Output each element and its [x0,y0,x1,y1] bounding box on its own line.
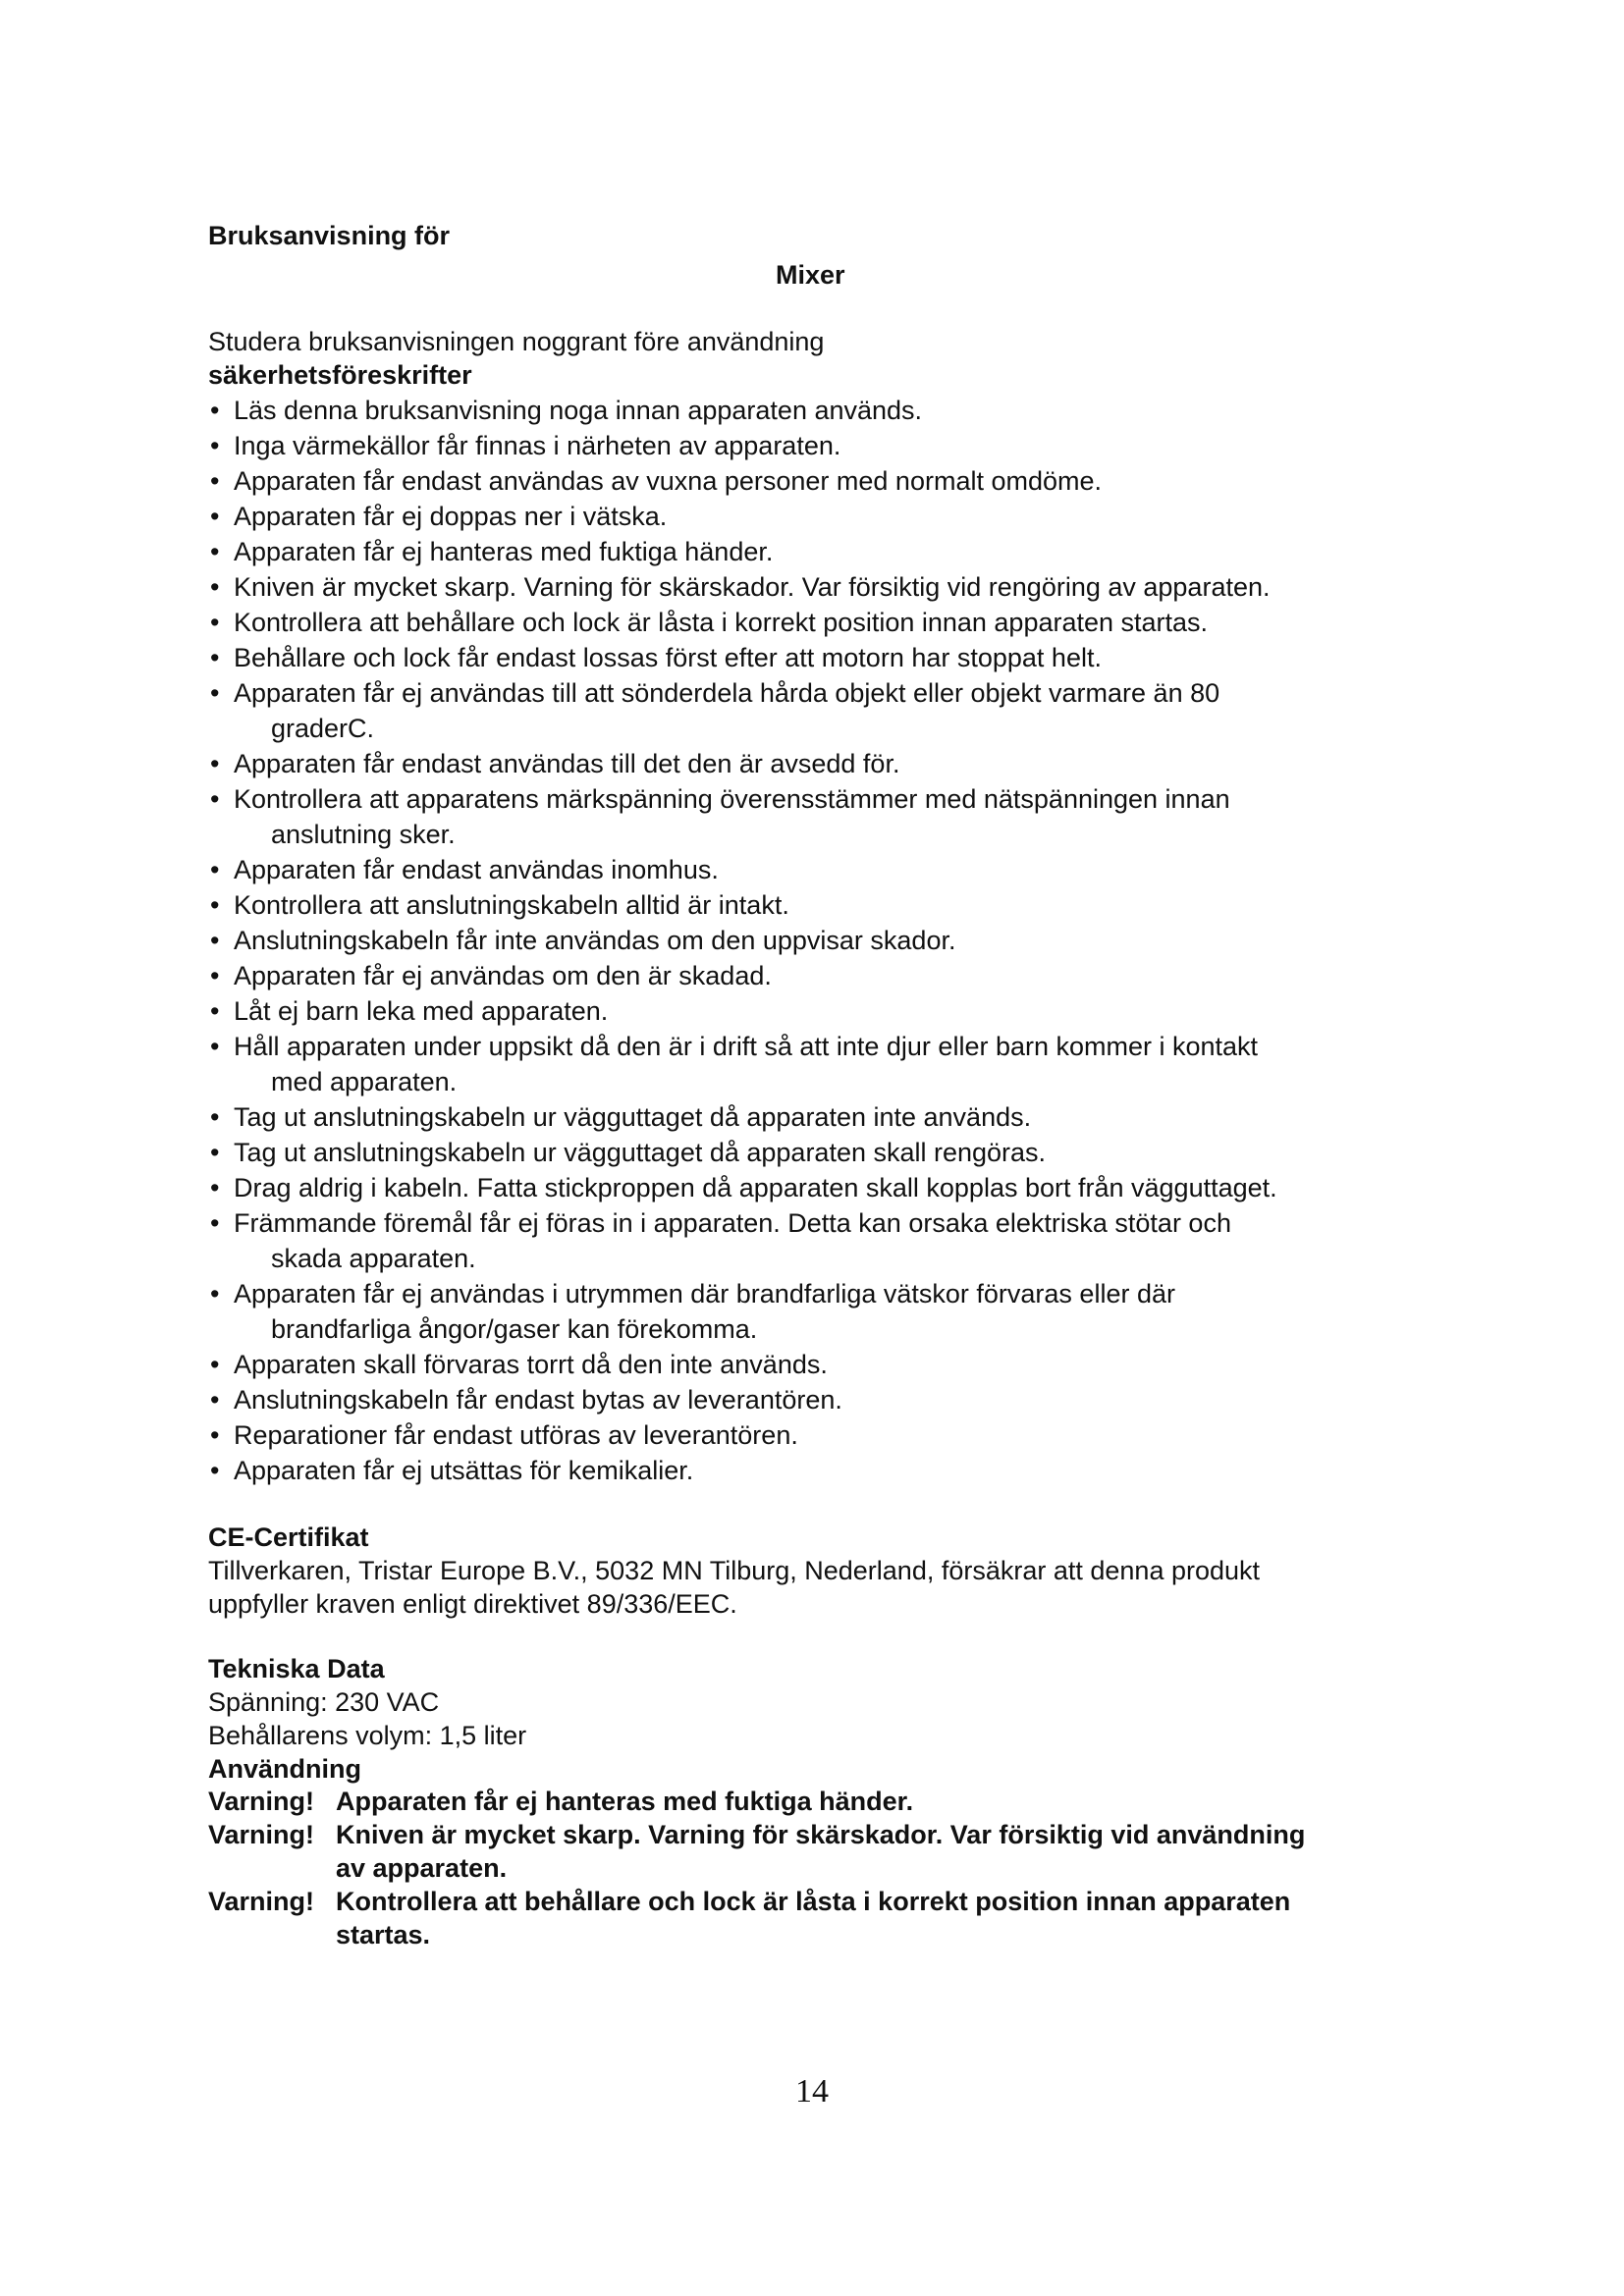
safety-item-continuation: med apparaten. [271,1067,458,1096]
safety-item-text: Främmande föremål får ej föras in i apparaten. Detta kan orsaka elektriska stötar och [234,1208,1231,1238]
warning-text: Kniven är mycket skarp. Varning för skärskador. Var försiktig vid användning [336,1820,1306,1849]
bullet-icon: • [210,431,220,460]
bullet-icon: • [210,784,220,814]
safety-item-text: Drag aldrig i kabeln. Fatta stickproppen då apparaten skall kopplas bort från vägguttaget. [234,1173,1277,1202]
bullet-icon: • [210,855,220,884]
safety-list-item [208,887,1485,923]
safety-list-item [208,1453,1485,1488]
safety-item-text: Tag ut anslutningskabeln ur vägguttaget då apparaten inte används. [234,1102,1032,1132]
safety-list-item [208,1205,1485,1276]
safety-list-item [208,781,1485,852]
safety-list-item [208,463,1485,499]
warning-text-continuation: av apparaten. [336,1853,508,1883]
warning-text: Apparaten får ej hanteras med fuktiga händer. [336,1787,914,1816]
safety-item-text: Apparaten får ej hanteras med fuktiga händer. [234,537,774,566]
safety-list-item [208,746,1485,781]
warning-item [208,1785,913,1818]
safety-item-text: Behållare och lock får endast lossas först efter att motorn har stoppat helt. [234,643,1102,672]
tech-volume: Behållarens volym: 1,5 liter [208,1721,527,1750]
bullet-icon: • [210,466,220,496]
safety-list-item [208,1417,1485,1453]
bullet-icon: • [210,749,220,778]
bullet-icon: • [210,537,220,566]
safety-list [208,393,1485,1488]
intro-text: Studera bruksanvisningen noggrant före användning [208,327,825,356]
safety-item-text: Apparaten skall förvaras torrt då den inte används. [234,1350,828,1379]
safety-list-item [208,852,1485,887]
document-title: Bruksanvisning för [208,221,451,250]
bullet-icon: • [210,1385,220,1415]
bullet-icon: • [210,1138,220,1167]
tech-voltage: Spänning: 230 VAC [208,1687,440,1717]
safety-list-item [208,1347,1485,1382]
bullet-icon: • [210,1208,220,1238]
safety-item-text: Håll apparaten under uppsikt då den är i drift så att inte djur eller barn kommer i kontakt [234,1032,1259,1061]
safety-item-text: Kontrollera att behållare och lock är låsta i korrekt position innan apparaten startas. [234,608,1209,637]
bullet-icon: • [210,1456,220,1485]
bullet-icon: • [210,890,220,920]
safety-list-item [208,428,1485,463]
safety-item-text: Anslutningskabeln får endast bytas av leverantören. [234,1385,842,1415]
safety-list-item [208,993,1485,1029]
bullet-icon: • [210,1420,220,1450]
safety-item-text: Apparaten får endast användas av vuxna personer med normalt omdöme. [234,466,1103,496]
warning-item [208,1885,1290,1951]
safety-list-item [208,569,1485,605]
safety-item-continuation: graderC. [271,714,375,743]
bullet-icon: • [210,1032,220,1061]
warning-text: Kontrollera att behållare och lock är låsta i korrekt position innan apparaten [336,1887,1291,1916]
warning-item [208,1818,1305,1885]
safety-item-text: Apparaten får endast användas till det den är avsedd för. [234,749,900,778]
bullet-icon: • [210,996,220,1026]
safety-item-text: Apparaten får endast användas inomhus. [234,855,719,884]
warning-label: Varning! [208,1787,315,1816]
safety-list-item [208,605,1485,640]
bullet-icon: • [210,1279,220,1308]
safety-heading: säkerhetsföreskrifter [208,360,472,390]
bullet-icon: • [210,1173,220,1202]
bullet-icon: • [210,572,220,602]
safety-list-item [208,640,1485,675]
safety-item-text: Kontrollera att apparatens märkspänning överensstämmer med nätspänningen innan [234,784,1230,814]
safety-item-continuation: anslutning sker. [271,820,456,849]
ce-heading: CE-Certifikat [208,1522,369,1552]
warning-label: Varning! [208,1887,315,1916]
usage-heading: Användning [208,1754,361,1784]
safety-item-text: Apparaten får ej användas till att sönderdela hårda objekt eller objekt varmare än 80 [234,678,1220,708]
safety-item-text: Apparaten får ej användas om den är skadad. [234,961,772,990]
safety-list-item [208,923,1485,958]
safety-item-text: Reparationer får endast utföras av leverantören. [234,1420,798,1450]
safety-list-item [208,534,1485,569]
bullet-icon: • [210,1102,220,1132]
safety-list-item [208,1170,1485,1205]
bullet-icon: • [210,926,220,955]
safety-item-text: Inga värmekällor får finnas i närheten av apparaten. [234,431,841,460]
safety-list-item [208,499,1485,534]
safety-item-continuation: skada apparaten. [271,1244,476,1273]
tech-heading: Tekniska Data [208,1654,385,1683]
safety-item-text: Apparaten får ej användas i utrymmen där brandfarliga vätskor förvaras eller där [234,1279,1175,1308]
safety-list-item [208,1382,1485,1417]
warning-label: Varning! [208,1820,315,1849]
bullet-icon: • [210,643,220,672]
safety-list-item [208,675,1485,746]
safety-item-text: Låt ej barn leka med apparaten. [234,996,609,1026]
bullet-icon: • [210,502,220,531]
bullet-icon: • [210,608,220,637]
safety-item-text: Tag ut anslutningskabeln ur vägguttaget då apparaten skall rengöras. [234,1138,1047,1167]
ce-text-line-1: Tillverkaren, Tristar Europe B.V., 5032 MN Tilburg, Nederland, försäkrar att denna produkt [208,1556,1261,1585]
ce-text-line-2: uppfyller kraven enligt direktivet 89/336/EEC. [208,1589,737,1619]
bullet-icon: • [210,678,220,708]
safety-item-text: Kontrollera att anslutningskabeln alltid är intakt. [234,890,789,920]
safety-list-item [208,393,1485,428]
safety-list-item [208,958,1485,993]
safety-item-text: Apparaten får ej utsättas för kemikalier. [234,1456,694,1485]
product-name: Mixer [776,260,845,290]
warning-text-continuation: startas. [336,1920,431,1949]
bullet-icon: • [210,396,220,425]
page-number: 14 [795,2073,829,2109]
safety-item-continuation: brandfarliga ångor/gaser kan förekomma. [271,1314,758,1344]
safety-list-item [208,1135,1485,1170]
safety-item-text: Anslutningskabeln får inte användas om den uppvisar skador. [234,926,956,955]
safety-item-text: Läs denna bruksanvisning noga innan apparaten används. [234,396,923,425]
safety-item-text: Apparaten får ej doppas ner i vätska. [234,502,668,531]
bullet-icon: • [210,1350,220,1379]
safety-list-item [208,1029,1485,1099]
safety-list-item [208,1276,1485,1347]
bullet-icon: • [210,961,220,990]
safety-list-item [208,1099,1485,1135]
safety-item-text: Kniven är mycket skarp. Varning för skärskador. Var försiktig vid rengöring av apparaten. [234,572,1271,602]
